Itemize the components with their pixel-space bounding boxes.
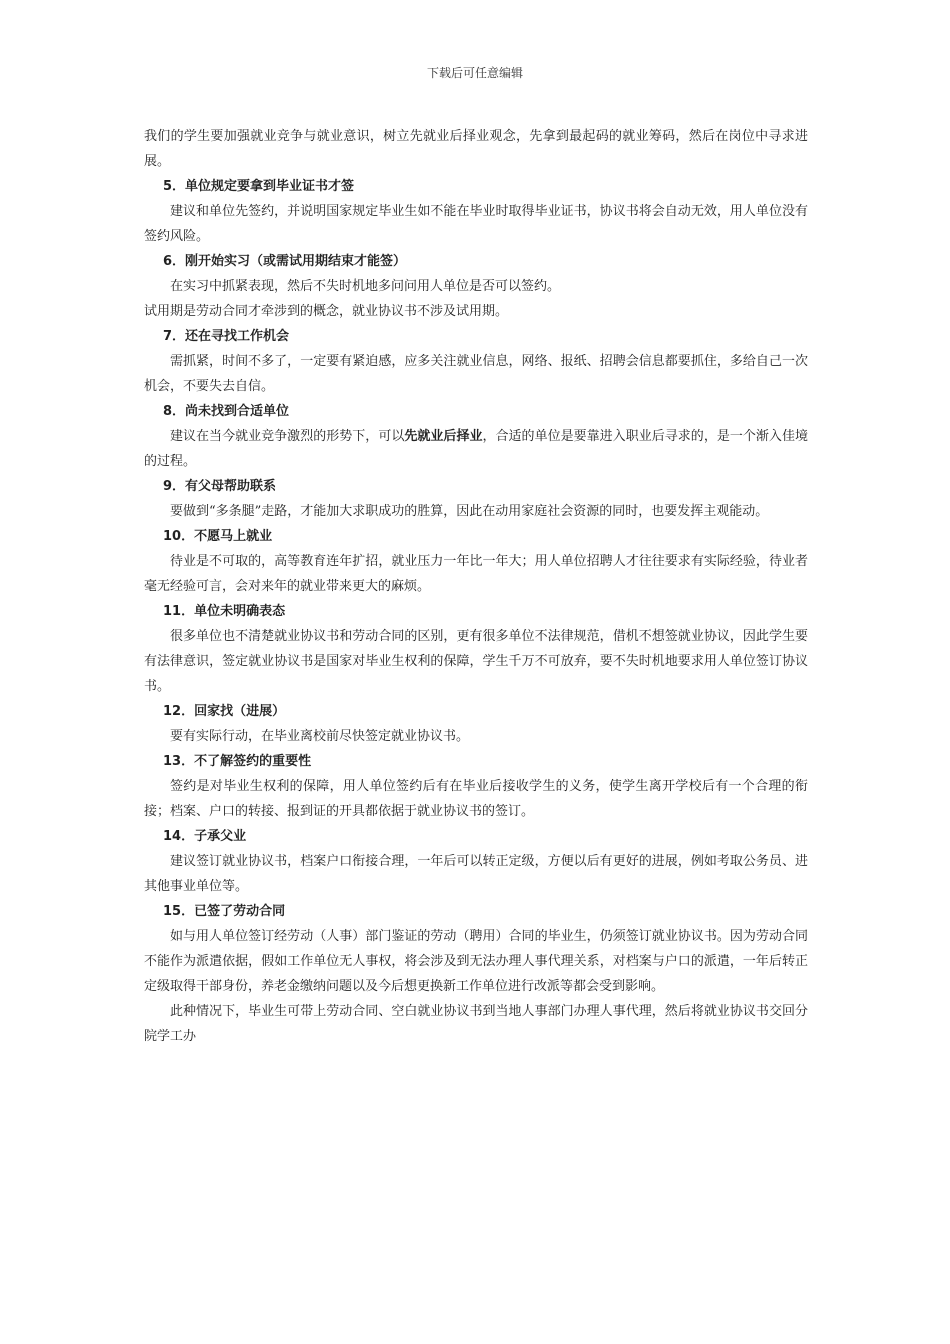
section-body-8-part2: ，合适的单位是要靠进入职业后寻求的，是一个渐入佳境的过程。: [144, 429, 808, 469]
section-heading-7: 7．还在寻找工作机会: [163, 329, 290, 344]
section-body-8-emphasis: 先就业后择业: [404, 429, 483, 444]
section-body-7: 需抓紧，时间不多了，一定要有紧迫感，应多关注就业信息，网络、报纸、招聘会信息都要抓住，多给自己一次机会，不要失去自信。: [144, 354, 808, 394]
section-body-10: 待业是不可取的，高等教育连年扩招，就业压力一年比一年大；用人单位招聘人才往往要求有实际经验，待业者毫无经验可言，会对来年的就业带来更大的麻烦。: [144, 554, 808, 594]
intro-paragraph: 我们的学生要加强就业竞争与就业意识，树立先就业后择业观念，先拿到最起码的就业筹码，然后在岗位中寻求进展。: [144, 129, 808, 169]
section-body-15-followup: 此种情况下，毕业生可带上劳动合同、空白就业协议书到当地人事部门办理人事代理，然后将就业协议书交回分院学工办: [144, 1004, 808, 1044]
section-body-8-part1: 建议在当今就业竞争激烈的形势下，可以: [170, 429, 405, 444]
section-body-12: 要有实际行动，在毕业离校前尽快签定就业协议书。: [170, 729, 470, 744]
section-heading-12: 12．回家找（进展）: [163, 704, 286, 719]
section-body-15: 如与用人单位签订经劳动（人事）部门鉴证的劳动（聘用）合同的毕业生，仍须签订就业协议书。因为劳动合同不能作为派遣依据，假如工作单位无人事权，将会涉及到无法办理人事代理关系，对档案与户口的派遣，一年后转正定级取得干部身份，养老金缴纳问题以及今后想更换新工作单位进行改派等都会受到影响。: [144, 929, 808, 994]
section-heading-9: 9．有父母帮助联系: [163, 479, 277, 494]
section-heading-11: 11．单位未明确表态: [163, 604, 286, 619]
section-body-5: 建议和单位先签约，并说明国家规定毕业生如不能在毕业时取得毕业证书，协议书将会自动无效，用人单位没有签约风险。: [144, 204, 808, 244]
section-body-9: 要做到“多条腿”走路，才能加大求职成功的胜算，因此在动用家庭社会资源的同时，也要发挥主观能动。: [170, 504, 769, 519]
section-heading-14: 14．子承父业: [163, 829, 247, 844]
section-heading-6: 6．刚开始实习（或需试用期结束才能签）: [163, 254, 407, 269]
page-header: 下载后可任意编辑: [426, 66, 523, 80]
section-heading-15: 15．已签了劳动合同: [163, 904, 286, 919]
section-body-6: 在实习中抓紧表现，然后不失时机地多问问用人单位是否可以签约。: [170, 279, 561, 294]
section-note-6: 试用期是劳动合同才牵涉到的概念，就业协议书不涉及试用期。: [144, 304, 509, 319]
section-heading-8: 8．尚未找到合适单位: [163, 404, 290, 419]
document-body: [144, 124, 808, 1049]
section-body-11: 很多单位也不清楚就业协议书和劳动合同的区别，更有很多单位不法律规范，借机不想签就业协议，因此学生要有法律意识，签定就业协议书是国家对毕业生权利的保障，学生千万不可放弃，要不失时机地要求用人单位签订协议书。: [144, 629, 808, 694]
section-body-14: 建议签订就业协议书，档案户口衔接合理，一年后可以转正定级，方便以后有更好的进展，例如考取公务员、进其他事业单位等。: [144, 854, 808, 894]
section-heading-13: 13．不了解签约的重要性: [163, 754, 312, 769]
section-heading-5: 5．单位规定要拿到毕业证书才签: [163, 179, 355, 194]
section-heading-10: 10．不愿马上就业: [163, 529, 273, 544]
section-body-8: [144, 424, 808, 474]
section-body-13: 签约是对毕业生权利的保障，用人单位签约后有在毕业后接收学生的义务，使学生离开学校后有一个合理的衔接；档案、户口的转接、报到证的开具都依据于就业协议书的签订。: [144, 779, 808, 819]
